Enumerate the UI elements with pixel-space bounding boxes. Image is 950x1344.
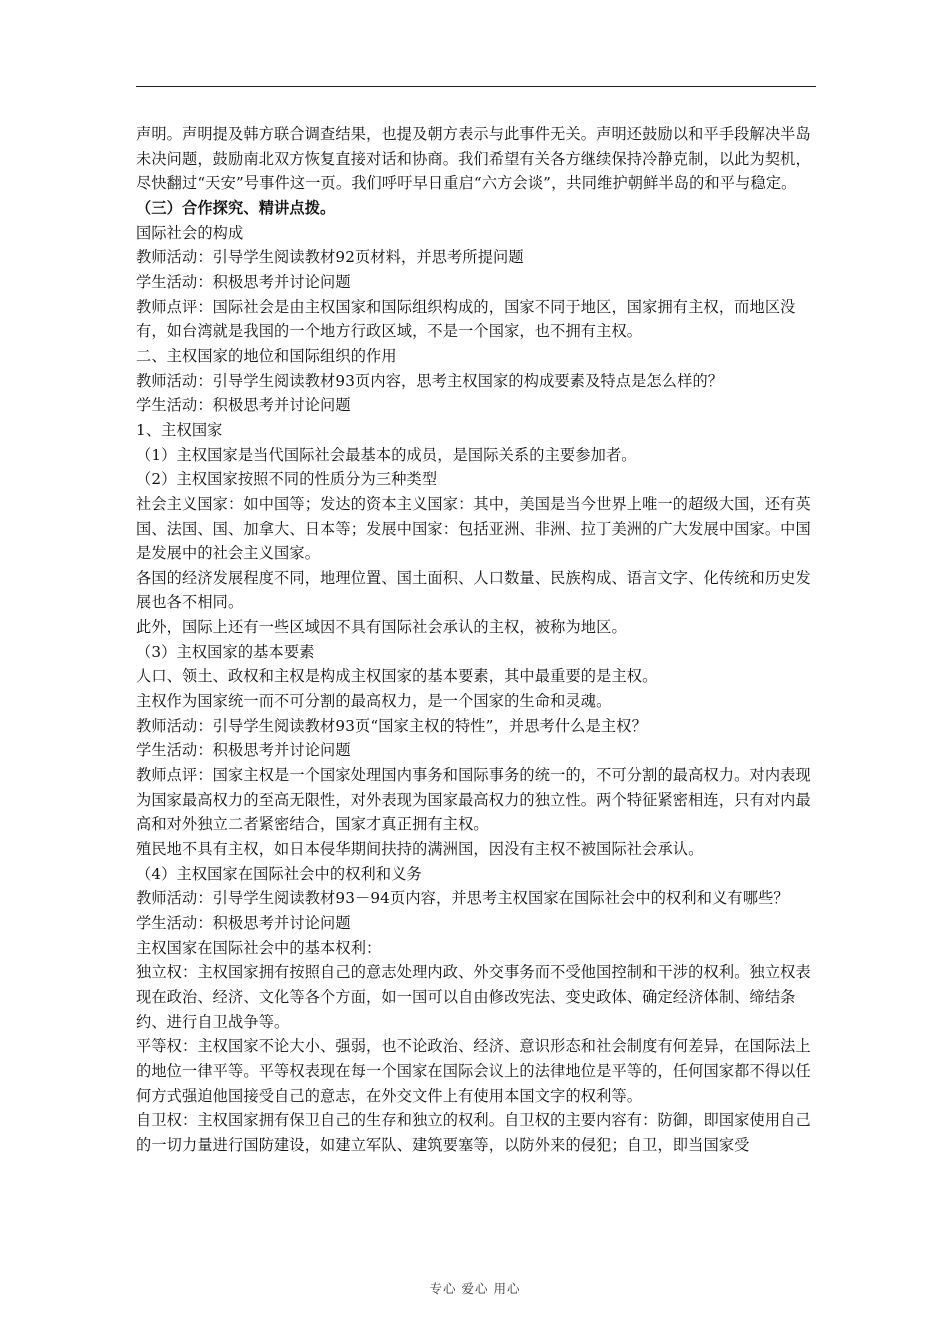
paragraph: 1、主权国家 bbox=[136, 420, 223, 439]
paragraph: 教师点评：国际社会是由主权国家和国际组织构成的，国家不同于地区，国家拥有主权，而地区没有，如台湾就是我国的一个地方行政区域，不是一个国家，也不拥有主权。 bbox=[136, 297, 796, 341]
paragraph: 此外，国际上还有一些区域因不具有国际社会承认的主权，被称为地区。 bbox=[136, 618, 627, 637]
paragraph: （4）主权国家在国际社会中的权利和义务 bbox=[136, 864, 422, 883]
paragraph: 教师点评：国家主权是一个国家处理国内事务和国际事务的统一的，不可分割的最高权力。对内表现为国家最高权力的至高无限性，对外表现为国家最高权力的独立性。两个特征紧密相连，只有对内最高和对外独立二者紧密结合，国家才真正拥有主权。 bbox=[136, 766, 811, 834]
paragraph: 学生活动：积极思考并讨论问题 bbox=[136, 272, 351, 291]
paragraph: 学生活动：积极思考并讨论问题 bbox=[136, 914, 351, 932]
paragraph: （1）主权国家是当代国际社会最基本的成员，是国际关系的主要参加者。 bbox=[136, 445, 637, 464]
paragraph: 殖民地不具有主权，如日本侵华期间扶持的满洲国，因没有主权不被国际社会承认。 bbox=[136, 840, 704, 859]
paragraph: 国际社会的构成 bbox=[136, 223, 244, 242]
paragraph: 主权作为国家统一而不可分割的最高权力，是一个国家的生命和灵魂。 bbox=[136, 692, 612, 711]
paragraph: 声明。声明提及韩方联合调查结果，也提及朝方表示与此事件无关。声明还鼓励以和平手段解决半岛未决问题，鼓励南北双方恢复直接对话和协商。我们希望有关各方继续保持冷静克制，以此为契机，尽快翻过“天安”号事件这一页。我们呼吁早日重启“六方会谈”，共同维护朝鲜半岛的和平与稳定。 bbox=[136, 125, 811, 193]
paragraph: 教师活动：引导学生阅读教材93页“国家主权的特性”，并思考什么是主权？ bbox=[136, 716, 647, 735]
header-rule bbox=[136, 86, 816, 87]
paragraph: 教师活动：引导学生阅读教材92页材料，并思考所提问题 bbox=[136, 248, 524, 267]
page-footer: 专心 爱心 用心 bbox=[429, 1281, 521, 1296]
paragraph: 二、主权国家的地位和国际组织的作用 bbox=[136, 346, 397, 365]
paragraph: 教师活动：引导学生阅读教材93页内容，思考主权国家的构成要素及特点是怎么样的？ bbox=[136, 371, 724, 390]
document-body bbox=[136, 122, 816, 1158]
paragraph: 学生活动：积极思考并讨论问题 bbox=[136, 396, 351, 415]
paragraph: 平等权：主权国家不论大小、强弱，也不论政治、经济、意识形态和社会制度有何差异，在国际法上的地位一律平等。平等权表现在每一个国家在国际会议上的法律地位是平等的，任何国家都不得以任何方式强迫他国接受自己的意志，在外交文件上有使用本国文字的权利等。 bbox=[136, 1037, 811, 1105]
paragraph: （2）主权国家按照不同的性质分为三种类型 bbox=[136, 470, 438, 489]
paragraph: 学生活动：积极思考并讨论问题 bbox=[136, 741, 351, 760]
paragraph: （3）主权国家的基本要素 bbox=[136, 642, 315, 661]
paragraph: 独立权：主权国家拥有按照自己的意志处理内政、外交事务而不受他国控制和干涉的权利。独立权表现在政治、经济、文化等各个方面，如一国可以自由修改宪法、变史政体、确定经济体制、缔结条约、进行自卫战争等。 bbox=[136, 963, 811, 1031]
paragraph: 社会主义国家：如中国等；发达的资本主义国家：其中，美国是当今世界上唯一的超级大国，还有英国、法国、国、加拿大、日本等；发展中国家：包括亚洲、非洲、拉丁美洲的广大发展中国家。中国是发展中的社会主义国家。 bbox=[136, 494, 811, 563]
paragraph: 各国的经济发展程度不同，地理位置、国土面积、人口数量、民族构成、语言文字、化传统和历史发展也各不相同。 bbox=[136, 568, 811, 612]
paragraph: 人口、领土、政权和主权是构成主权国家的基本要素，其中最重要的是主权。 bbox=[136, 667, 658, 686]
paragraph: 自卫权：主权国家拥有保卫自己的生存和独立的权利。自卫权的主要内容有：防御，即国家使用自己的一切力量进行国防建设，如建立军队、建筑要塞等，以防外来的侵犯；自卫，即当国家受 bbox=[136, 1111, 811, 1154]
paragraph: 教师活动：引导学生阅读教材93－94页内容，并思考主权国家在国际社会中的权利和义有哪些？ bbox=[136, 889, 789, 908]
paragraph: 主权国家在国际社会中的基本权利： bbox=[136, 938, 382, 957]
section-heading: （三）合作探究、精讲点拨。 bbox=[136, 198, 336, 217]
